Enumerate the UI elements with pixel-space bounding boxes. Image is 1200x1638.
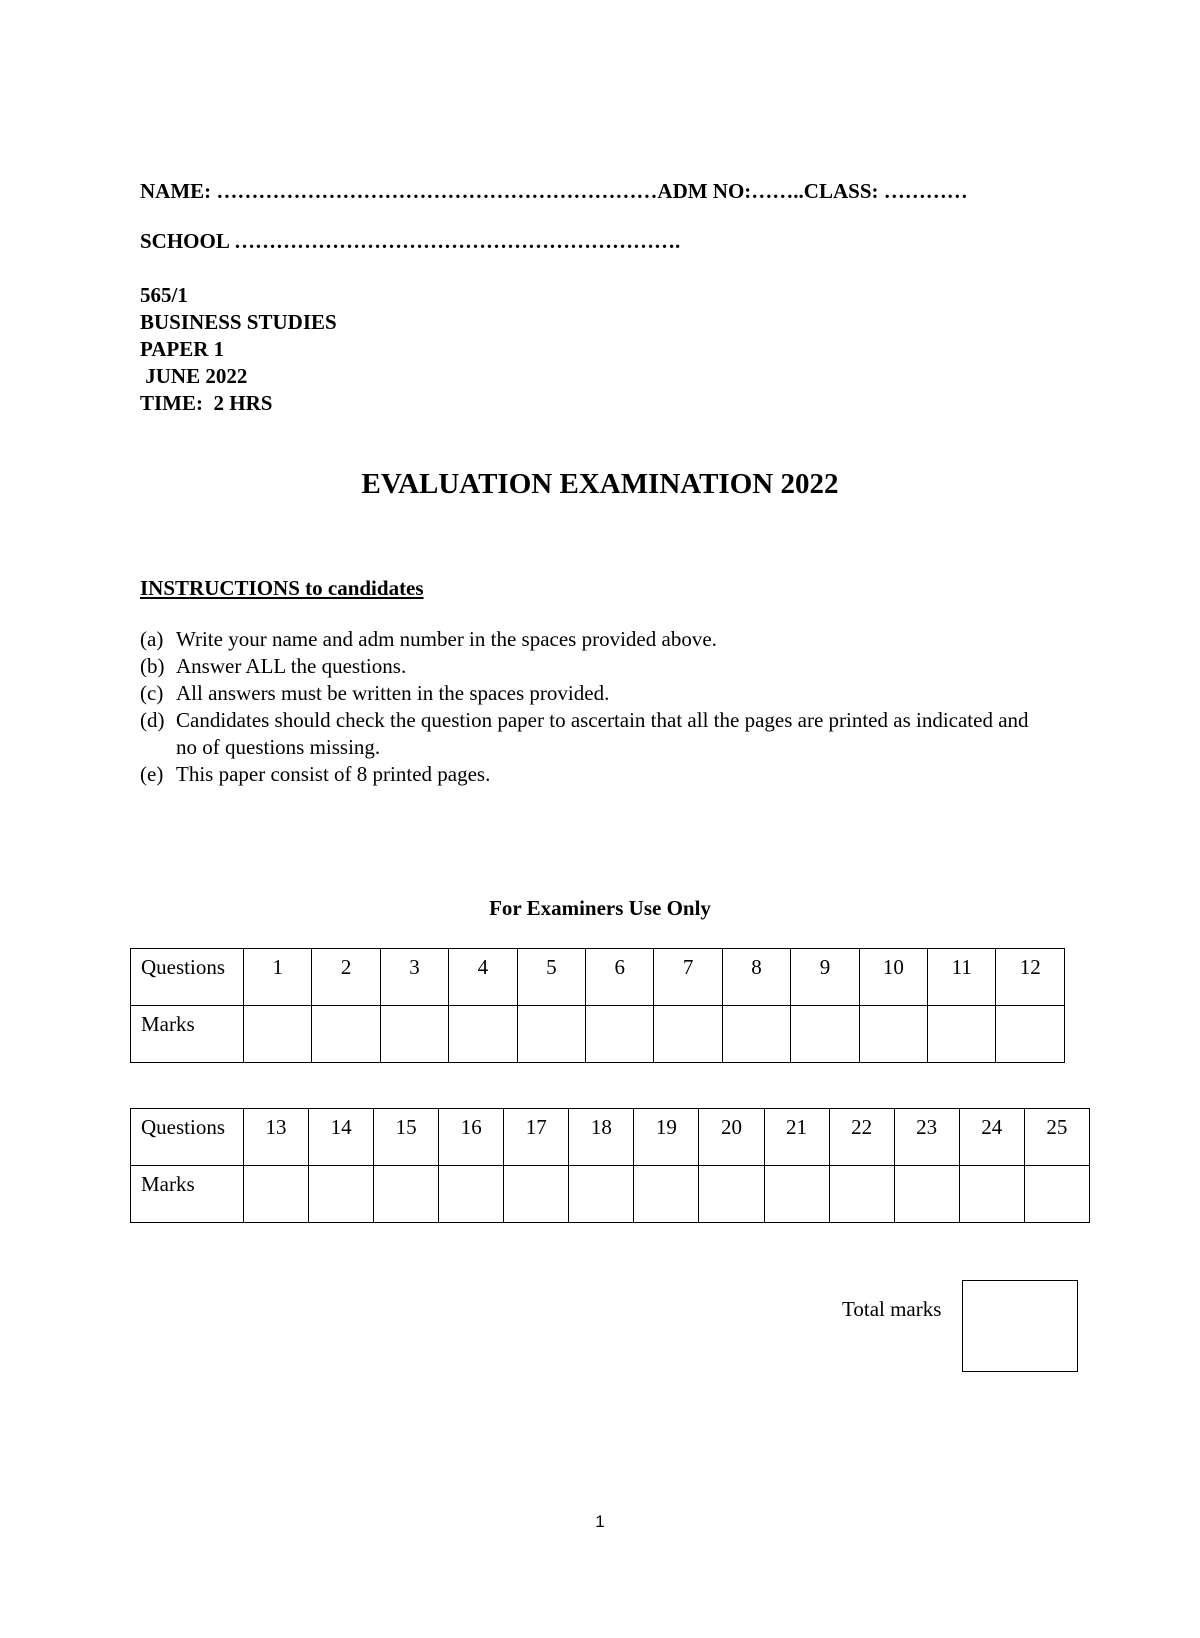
total-marks-box[interactable]	[962, 1280, 1078, 1372]
questions-row	[131, 1109, 1090, 1166]
instruction-label: (e)	[140, 762, 164, 786]
question-number-cell: 7	[654, 949, 722, 1006]
school-line[interactable]: SCHOOL ……………………………………………………….	[140, 229, 681, 253]
instruction-item	[140, 653, 1040, 680]
instruction-item	[140, 761, 1040, 788]
name-adm-class-line[interactable]: NAME: ………………………………………………………ADM NO:……..CLASS: …………	[140, 179, 968, 203]
question-number-cell: 1	[244, 949, 312, 1006]
marks-cell[interactable]	[586, 1006, 654, 1063]
marks-cell[interactable]	[928, 1006, 996, 1063]
marks-cell[interactable]	[312, 1006, 380, 1063]
question-number-cell: 20	[699, 1109, 764, 1166]
marks-cell[interactable]	[449, 1006, 517, 1063]
marks-cell[interactable]	[517, 1006, 585, 1063]
question-number-cell: 4	[449, 949, 517, 1006]
question-number-cell: 13	[244, 1109, 309, 1166]
instructions-list	[140, 626, 1040, 788]
marks-cell[interactable]	[634, 1166, 699, 1223]
marks-cell[interactable]	[722, 1006, 790, 1063]
marks-cell[interactable]	[569, 1166, 634, 1223]
instruction-item	[140, 707, 1040, 761]
marks-cell[interactable]	[374, 1166, 439, 1223]
marks-table-1	[130, 948, 1065, 1063]
question-number-cell: 23	[894, 1109, 959, 1166]
examiners-heading: For Examiners Use Only	[489, 896, 711, 920]
paper-info	[140, 282, 337, 417]
marks-cell[interactable]	[699, 1166, 764, 1223]
marks-cell[interactable]	[859, 1006, 927, 1063]
marks-cell[interactable]	[959, 1166, 1024, 1223]
total-marks-label: Total marks	[842, 1297, 942, 1321]
marks-cell[interactable]	[504, 1166, 569, 1223]
paper-code: 565/1	[140, 283, 188, 307]
marks-cell[interactable]	[244, 1006, 312, 1063]
question-number-cell: 21	[764, 1109, 829, 1166]
question-number-cell: 10	[859, 949, 927, 1006]
marks-cell[interactable]	[829, 1166, 894, 1223]
questions-header: Questions	[131, 1109, 244, 1166]
marks-cell[interactable]	[654, 1006, 722, 1063]
question-number-cell: 2	[312, 949, 380, 1006]
marks-cell[interactable]	[764, 1166, 829, 1223]
instruction-text: This paper consist of 8 printed pages.	[176, 762, 491, 786]
exam-date: JUNE 2022	[140, 364, 248, 388]
questions-row	[131, 949, 1065, 1006]
marks-cell[interactable]	[996, 1006, 1065, 1063]
question-number-cell: 12	[996, 949, 1065, 1006]
marks-cell[interactable]	[380, 1006, 448, 1063]
instruction-label: (c)	[140, 681, 164, 705]
marks-row	[131, 1006, 1065, 1063]
instruction-text: All answers must be written in the spaces provided.	[176, 681, 610, 705]
marks-cell[interactable]	[791, 1006, 859, 1063]
question-number-cell: 11	[928, 949, 996, 1006]
question-number-cell: 19	[634, 1109, 699, 1166]
question-number-cell: 17	[504, 1109, 569, 1166]
instruction-label: (d)	[140, 708, 165, 732]
question-number-cell: 22	[829, 1109, 894, 1166]
question-number-cell: 24	[959, 1109, 1024, 1166]
question-number-cell: 14	[309, 1109, 374, 1166]
subject: BUSINESS STUDIES	[140, 310, 337, 334]
paper-number: PAPER 1	[140, 337, 225, 361]
exam-title: EVALUATION EXAMINATION 2022	[361, 468, 839, 500]
marks-row	[131, 1166, 1090, 1223]
marks-header: Marks	[131, 1006, 244, 1063]
question-number-cell: 8	[722, 949, 790, 1006]
instruction-label: (a)	[140, 627, 164, 651]
marks-cell[interactable]	[894, 1166, 959, 1223]
question-number-cell: 9	[791, 949, 859, 1006]
instruction-text: Write your name and adm number in the spaces provided above.	[176, 627, 717, 651]
marks-table-2	[130, 1108, 1090, 1223]
question-number-cell: 6	[586, 949, 654, 1006]
instructions-heading: INSTRUCTIONS to candidates	[140, 576, 424, 600]
instruction-text: Candidates should check the question paper to ascertain that all the pages are printed as indicated and no of questions missing.	[176, 708, 1029, 759]
marks-cell[interactable]	[439, 1166, 504, 1223]
marks-cell[interactable]	[1024, 1166, 1089, 1223]
question-number-cell: 16	[439, 1109, 504, 1166]
marks-cell[interactable]	[244, 1166, 309, 1223]
question-number-cell: 5	[517, 949, 585, 1006]
marks-header: Marks	[131, 1166, 244, 1223]
instruction-item	[140, 626, 1040, 653]
exam-time: TIME: 2 HRS	[140, 391, 273, 415]
question-number-cell: 3	[380, 949, 448, 1006]
question-number-cell: 18	[569, 1109, 634, 1166]
marks-cell[interactable]	[309, 1166, 374, 1223]
page-number: 1	[595, 1512, 605, 1531]
instruction-item	[140, 680, 1040, 707]
instruction-label: (b)	[140, 654, 165, 678]
instruction-text: Answer ALL the questions.	[176, 654, 407, 678]
question-number-cell: 15	[374, 1109, 439, 1166]
questions-header: Questions	[131, 949, 244, 1006]
question-number-cell: 25	[1024, 1109, 1089, 1166]
